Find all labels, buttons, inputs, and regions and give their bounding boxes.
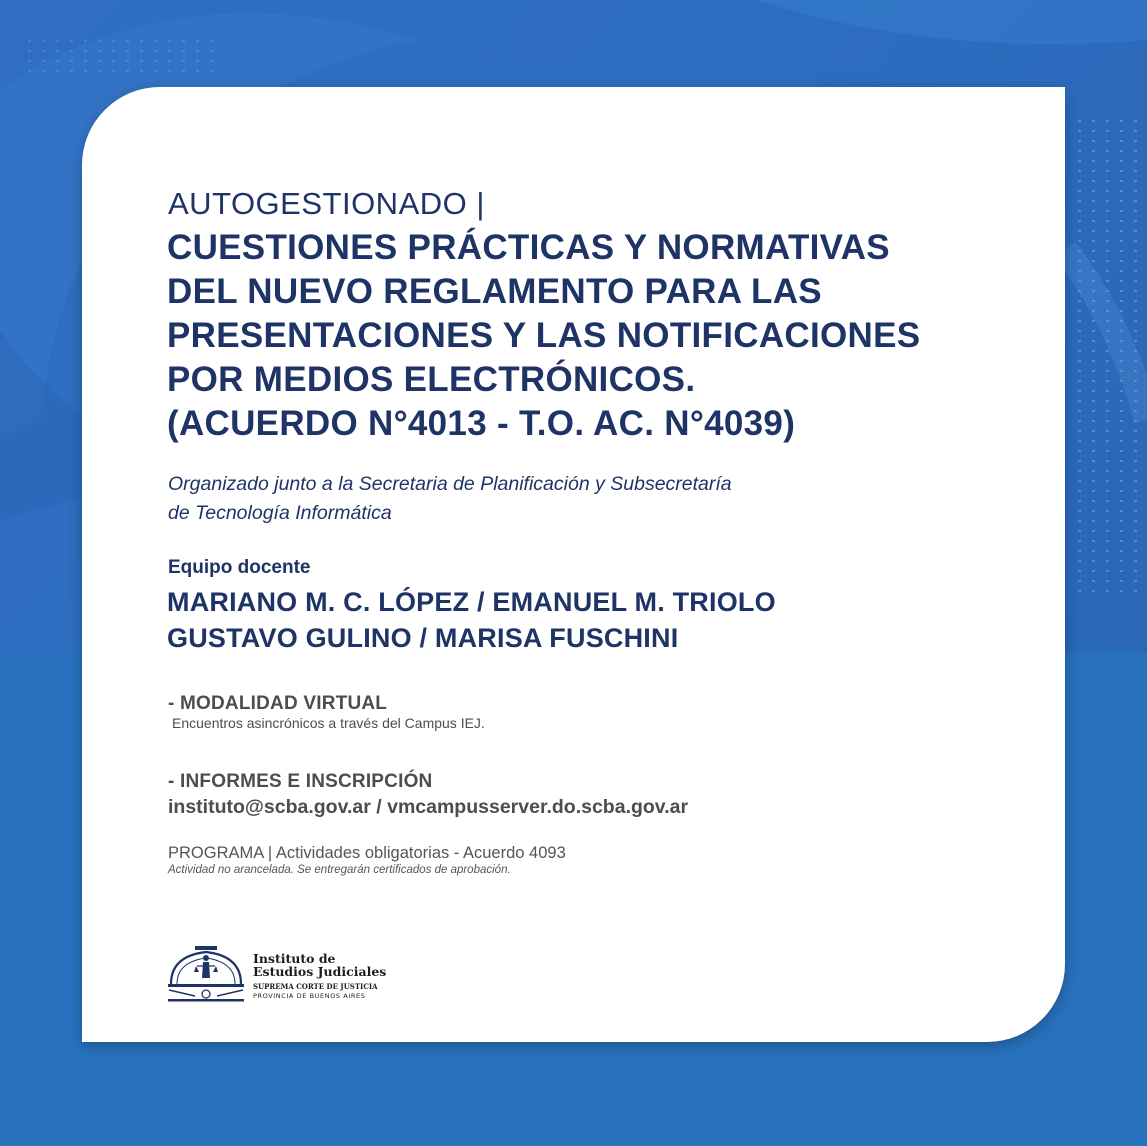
- team-names-line: GUSTAVO GULINO / MARISA FUSCHINI: [167, 623, 679, 653]
- info-title: - INFORMES E INSCRIPCIÓN: [168, 771, 433, 792]
- institute-name-line: Instituto de: [253, 951, 336, 966]
- modality-title: - MODALIDAD VIRTUAL: [168, 693, 388, 714]
- course-title-line: PRESENTACIONES Y LAS NOTIFICACIONES: [167, 316, 921, 355]
- institute-province: PROVINCIA DE BUENOS AIRES: [253, 992, 366, 1000]
- course-title: [167, 226, 920, 446]
- institute-court: SUPREMA CORTE DE JUSTICIA: [253, 982, 378, 991]
- organizer-line: de Tecnología Informática: [168, 502, 392, 524]
- program-line: PROGRAMA | Actividades obligatorias - Acuerdo 4093: [168, 844, 566, 862]
- team-names: [167, 584, 776, 656]
- institute-logo: [165, 944, 395, 1006]
- contact-info: instituto@scba.gov.ar / vmcampusserver.do.scba.gov.ar: [168, 796, 689, 818]
- modality-description: Encuentros asincrónicos a través del Campus IEJ.: [172, 715, 485, 731]
- courthouse-emblem-icon: [165, 944, 247, 1004]
- team-label: Equipo docente: [168, 557, 311, 578]
- organizer-text: [168, 470, 732, 528]
- institute-name-line: Estudios Judiciales: [253, 964, 387, 979]
- institute-name: [253, 952, 386, 978]
- program-note: Actividad no arancelada. Se entregarán certificados de aprobación.: [168, 864, 511, 876]
- course-title-line: POR MEDIOS ELECTRÓNICOS.: [167, 360, 696, 399]
- team-names-line: MARIANO M. C. LÓPEZ / EMANUEL M. TRIOLO: [167, 587, 776, 617]
- course-title-line: DEL NUEVO REGLAMENTO PARA LAS: [167, 272, 822, 311]
- organizer-line: Organizado junto a la Secretaria de Planificación y Subsecretaría: [168, 473, 732, 495]
- course-type-label: AUTOGESTIONADO |: [168, 186, 485, 221]
- course-title-line: (ACUERDO N°4013 - T.O. AC. N°4039): [167, 404, 796, 443]
- course-title-line: CUESTIONES PRÁCTICAS Y NORMATIVAS: [167, 228, 890, 267]
